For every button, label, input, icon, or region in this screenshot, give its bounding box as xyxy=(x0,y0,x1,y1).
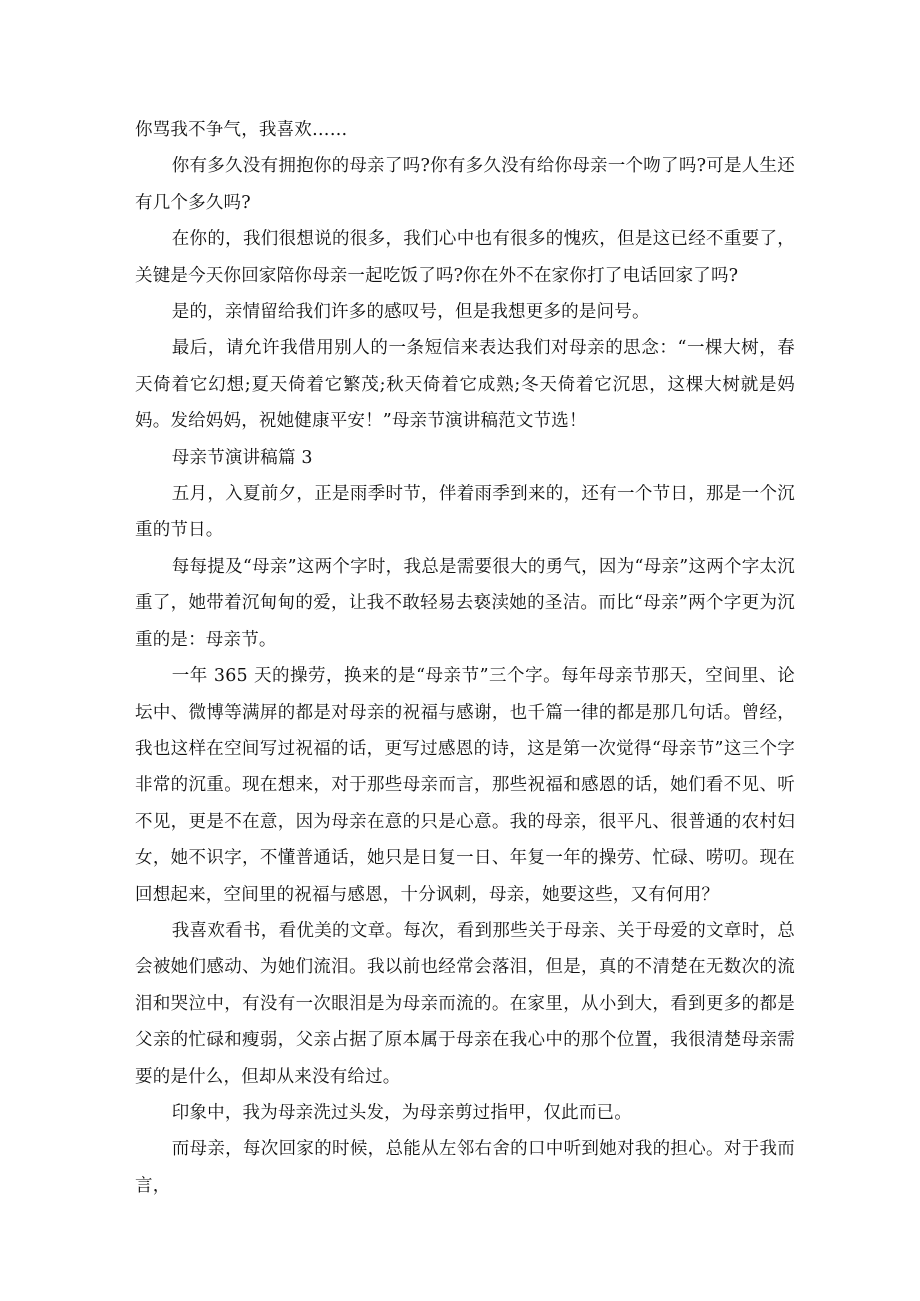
document-body xyxy=(135,112,795,1204)
paragraph: 最后，请允许我借用别人的一条短信来表达我们对母亲的思念：“一棵大树，春天倚着它幻想;夏天倚着它繁茂;秋天倚着它成熟;冬天倚着它沉思，这棵大树就是妈妈。发给妈妈，祝她健康平安！”母亲节演讲稿范文节选！ xyxy=(135,338,795,432)
paragraph: 我喜欢看书，看优美的文章。每次，看到那些关于母亲、关于母爱的文章时，总会被她们感动、为她们流泪。我以前也经常会落泪，但是，真的不清楚在无数次的流泪和哭泣中，有没有一次眼泪是为母亲而流的。在家里，从小到大，看到更多的都是父亲的忙碌和瘦弱，父亲占据了原本属于母亲在我心中的那个位置，我很清楚母亲需要的是什么，但却从来没有给过。 xyxy=(135,920,795,1087)
paragraph: 一年 365 天的操劳，换来的是“母亲节”三个字。每年母亲节那天，空间里、论坛中、微博等满屏的都是对母亲的祝福与感谢，也千篇一律的都是那几句话。曾经，我也这样在空间写过祝福的话，更写过感恩的诗，这是第一次觉得“母亲节”这三个字非常的沉重。现在想来，对于那些母亲而言，那些祝福和感恩的话，她们看不见、听不见，更是不在意，因为母亲在意的只是心意。我的母亲，很平凡、很普通的农村妇女，她不识字，不懂普通话，她只是日复一日、年复一年的操劳、忙碌、唠叨。现在回想起来，空间里的祝福与感恩，十分讽刺，母亲，她要这些，又有何用？ xyxy=(135,666,795,905)
paragraph: 五月，入夏前夕，正是雨季时节，伴着雨季到来的，还有一个节日，那是一个沉重的节日。 xyxy=(135,484,795,541)
paragraph: 而母亲，每次回家的时候，总能从左邻右舍的口中听到她对我的担心。对于我而言， xyxy=(135,1139,795,1196)
paragraph: 是的，亲情留给我们许多的感叹号，但是我想更多的是问号。 xyxy=(171,302,650,323)
paragraph: 在你的，我们很想说的很多，我们心中也有很多的愧疚，但是这已经不重要了，关键是今天你回家陪你母亲一起吃饭了吗?你在外不在家你打了电话回家了吗? xyxy=(135,229,795,286)
paragraph: 印象中，我为母亲洗过头发，为母亲剪过指甲，仅此而已。 xyxy=(171,1102,632,1123)
paragraph: 你有多久没有拥抱你的母亲了吗?你有多久没有给你母亲一个吻了吗?可是人生还有几个多久吗? xyxy=(135,156,795,213)
paragraph: 你骂我不争气，我喜欢…… xyxy=(135,120,348,140)
paragraph: 每每提及“母亲”这两个字时，我总是需要很大的勇气，因为“母亲”这两个字太沉重了，她带着沉甸甸的爱，让我不敢轻易去亵渎她的圣洁。而比“母亲”两个字更为沉重的是：母亲节。 xyxy=(135,556,795,650)
section-heading: 母亲节演讲稿篇 3 xyxy=(171,447,313,468)
